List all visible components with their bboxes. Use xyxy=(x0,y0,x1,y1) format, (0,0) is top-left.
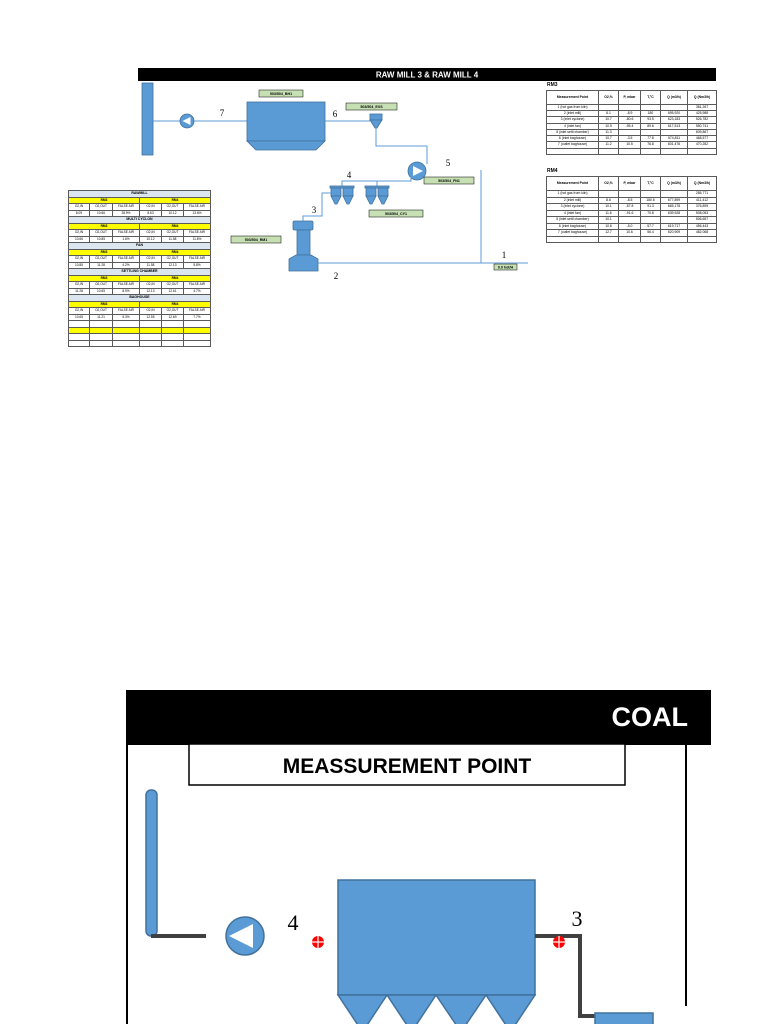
column-header: P, mbar xyxy=(619,91,641,105)
value-cell: 10.7 xyxy=(599,136,619,142)
column-header: FALSE AIR xyxy=(113,204,140,211)
mill-label-right: RM4 xyxy=(140,301,211,308)
cyclone-body xyxy=(378,188,388,196)
column-header: O2,IN xyxy=(140,256,162,263)
value-cell: 526,782 xyxy=(688,117,717,123)
column-header: O2,OUT xyxy=(90,230,113,237)
empty-cell xyxy=(688,236,717,242)
value-cell: 12.13 xyxy=(140,288,162,295)
tag-text: 503/504_CY1 xyxy=(385,211,407,216)
coal-baghouse-hopper xyxy=(436,995,486,1024)
duct-settling-fan xyxy=(376,128,427,164)
value-cell: 5.3% xyxy=(113,314,140,321)
section-title: FAN xyxy=(69,243,211,250)
value-cell: 456,443 xyxy=(688,223,717,229)
column-header: FALSE AIR xyxy=(184,256,211,263)
value-cell: 619,717 xyxy=(661,223,688,229)
value-cell: 620,909 xyxy=(661,230,688,236)
table-header-row xyxy=(547,177,717,191)
empty-cell xyxy=(547,148,599,154)
value-cell: 11.6 xyxy=(599,210,619,216)
mill-label-left: RM3 xyxy=(69,249,140,256)
duct-mill-cyclones xyxy=(303,193,331,221)
column-header: Q (Nm3/h) xyxy=(688,91,717,105)
value-cell: 70.8 xyxy=(641,210,661,216)
tag-text: 0.0 hot/H xyxy=(497,265,514,270)
mill-body xyxy=(297,230,310,255)
cyclone-body xyxy=(366,188,376,196)
baghouse-hopper xyxy=(247,141,325,150)
column-header: T,°C xyxy=(641,91,661,105)
value-cell: 11.2 xyxy=(599,142,619,148)
empty-cell xyxy=(599,148,619,154)
coal-baghouse-body xyxy=(338,880,535,995)
value-cell: 8.1 xyxy=(599,111,619,117)
cyclone-cone xyxy=(331,196,341,204)
cyclone-body xyxy=(331,188,341,196)
value-cell: 665,178 xyxy=(661,204,688,210)
column-header: FALSE AIR xyxy=(113,230,140,237)
value-cell: 285,771 xyxy=(688,191,717,197)
value-cell: 91.3 xyxy=(641,204,661,210)
mill-label-left: RM3 xyxy=(69,197,140,204)
mill-label-right: RM4 xyxy=(140,275,211,282)
value-cell: 12.61 xyxy=(162,288,184,295)
page-title: RAW MILL 3 & RAW MILL 4 xyxy=(375,70,479,80)
settling-chamber-body xyxy=(370,114,382,120)
mill-base xyxy=(289,255,318,271)
value-cell: 10.66 xyxy=(90,210,113,217)
tag-fan xyxy=(424,177,474,184)
value-cell: -80.6 xyxy=(619,117,641,123)
point-label-1: 1 xyxy=(501,250,507,260)
value-cell: 13.6% xyxy=(184,210,211,217)
cyclone-cone xyxy=(343,196,353,204)
column-header: O2,OUT xyxy=(162,204,184,211)
value-cell: 695,920 xyxy=(661,111,688,117)
value-cell: 89.6 xyxy=(641,123,661,129)
point-label-3: 3 xyxy=(311,205,317,215)
cyclone-group-left xyxy=(330,186,354,204)
value-cell: 11.3 xyxy=(599,129,619,135)
column-header: O2,OUT xyxy=(162,256,184,263)
column-header: O2,IN xyxy=(69,282,90,289)
measurement-point-cell: 7 (outlet baghouse) xyxy=(547,230,599,236)
column-header: Q (Nm3/h) xyxy=(688,177,717,191)
value-cell: 12.69 xyxy=(162,314,184,321)
value-cell: 10.6 xyxy=(599,223,619,229)
table-row-empty xyxy=(69,340,211,347)
tag-text: 503/504_EXS xyxy=(360,104,383,109)
value-cell: 10.85 xyxy=(90,236,113,243)
value-cell: 57.7 xyxy=(641,223,661,229)
table-row-empty xyxy=(547,236,717,242)
column-header: O2,OUT xyxy=(90,308,113,315)
value-cell: 506,657 xyxy=(688,217,717,223)
value-cell: 10.9 xyxy=(599,123,619,129)
point-label-5: 5 xyxy=(445,158,451,168)
coal-stack-icon xyxy=(146,790,157,936)
measurement-point-cell: 1 (hot gas from kiln) xyxy=(547,191,599,197)
coal-title: COAL xyxy=(611,702,688,732)
point-label-6: 6 xyxy=(332,109,338,119)
column-header: O2,IN xyxy=(140,282,162,289)
coal-baghouse-hopper xyxy=(387,995,436,1024)
column-header: O2,IN xyxy=(69,204,90,211)
measurement-point-cell: 2 (inlet mill) xyxy=(547,111,599,117)
empty-cell xyxy=(547,236,599,242)
stack-icon xyxy=(142,83,153,155)
mill-label-left: RM3 xyxy=(69,275,140,282)
tag-text: 503/504_BH1 xyxy=(269,91,293,96)
value-cell: 10.7 xyxy=(599,117,619,123)
section-title: SETTLING CHAMBER xyxy=(69,269,211,276)
tag-text: 503/504_FN1 xyxy=(438,178,460,183)
value-cell: -8.9 xyxy=(619,111,641,117)
coal-fan-icon xyxy=(226,917,264,955)
measurement-point-cell: 3 (inlet cyclone) xyxy=(547,117,599,123)
column-header: O2,IN xyxy=(69,308,90,315)
empty-cell xyxy=(162,340,184,347)
value-cell: 10.5 xyxy=(619,142,641,148)
mill-label-left: RM3 xyxy=(69,223,140,230)
value-cell: 11.28 xyxy=(90,262,113,269)
point-label-4: 4 xyxy=(346,170,352,180)
coal-duct-baghouse-out xyxy=(535,936,597,1016)
coal-point-label-3: 3 xyxy=(571,906,583,931)
value-cell: 10.6 xyxy=(619,230,641,236)
value-cell: 381,267 xyxy=(688,104,717,110)
value-cell: 4.7% xyxy=(184,288,211,295)
value-cell: 508,053 xyxy=(688,210,717,216)
value-cell: 8.09 xyxy=(69,210,90,217)
cyclone-group-right xyxy=(365,186,389,204)
point-label-2: 2 xyxy=(333,271,339,281)
column-header: O2,IN xyxy=(69,256,90,263)
measurement-point-cell: 2 (inlet mill) xyxy=(547,197,599,203)
value-cell: -5.0 xyxy=(619,223,641,229)
value-cell: 550,741 xyxy=(688,123,717,129)
tag-cyclone xyxy=(369,210,423,217)
value-cell: -95.4 xyxy=(619,123,641,129)
value-cell: 617,513 xyxy=(661,123,688,129)
value-cell: 677,899 xyxy=(661,197,688,203)
section-title: RAWMILL xyxy=(69,191,211,198)
empty-cell xyxy=(90,340,113,347)
value-cell: 56.4 xyxy=(641,230,661,236)
value-cell: 93.5 xyxy=(641,117,661,123)
empty-cell xyxy=(619,236,641,242)
table-row-empty xyxy=(547,148,717,154)
empty-cell xyxy=(184,340,211,347)
empty-cell xyxy=(619,148,641,154)
column-header: Measurement Point xyxy=(547,91,599,105)
measurement-point-cell: 5 (inlet settl chamber) xyxy=(547,217,599,223)
settling-chamber-cone xyxy=(370,120,382,128)
empty-cell xyxy=(688,148,717,154)
value-cell: 10.85 xyxy=(69,262,90,269)
empty-cell xyxy=(641,148,661,154)
value-cell: 11.58 xyxy=(162,236,184,243)
column-header: FALSE AIR xyxy=(113,256,140,263)
value-cell: 8.9% xyxy=(113,288,140,295)
mill-separator xyxy=(293,221,313,230)
column-header: FALSE AIR xyxy=(184,308,211,315)
value-cell: 11.58 xyxy=(140,262,162,269)
measurement-marker-icon xyxy=(312,936,324,948)
exhaust-fan-icon xyxy=(180,114,194,128)
column-header: O2,OUT xyxy=(90,204,113,211)
tag-text: 503/504_RM1 xyxy=(244,237,268,242)
value-cell: 11.21 xyxy=(90,314,113,321)
value-cell: 10.1 xyxy=(599,217,619,223)
measurement-point-cell: 6 (inlet baghouse) xyxy=(547,136,599,142)
rm3-table-label: RM3 xyxy=(547,82,558,88)
column-header: FALSE AIR xyxy=(113,282,140,289)
column-header: FALSE AIR xyxy=(113,308,140,315)
rm4-table-label: RM4 xyxy=(547,168,558,174)
value-cell: -57.8 xyxy=(619,204,641,210)
mill-label-right: RM4 xyxy=(140,249,211,256)
value-cell: 574,811 xyxy=(661,136,688,142)
column-header: O2,OUT xyxy=(90,282,113,289)
measurement-point-cell: 1 (hot gas from kiln) xyxy=(547,104,599,110)
column-header: Q (m3/h) xyxy=(661,177,688,191)
value-cell: 11.28 xyxy=(69,288,90,295)
column-header: O2,OUT xyxy=(162,308,184,315)
value-cell: 639,928 xyxy=(661,210,688,216)
value-cell: 10.65 xyxy=(69,314,90,321)
coal-baghouse-hopper xyxy=(486,995,535,1024)
value-cell: 10.66 xyxy=(69,236,90,243)
column-header: O2,OUT xyxy=(162,230,184,237)
measurement-point-cell: 4 (inlet fan) xyxy=(547,210,599,216)
column-header: Q (m3/h) xyxy=(661,91,688,105)
column-header: Measurement Point xyxy=(547,177,599,191)
empty-cell xyxy=(661,148,688,154)
mill-label-left: RM3 xyxy=(69,301,140,308)
column-header: FALSE AIR xyxy=(184,282,211,289)
measurement-point-cell: 5 (inlet settl chamber) xyxy=(547,129,599,135)
value-cell: 376,899 xyxy=(688,204,717,210)
empty-cell xyxy=(599,236,619,242)
column-header: FALSE AIR xyxy=(184,204,211,211)
tag-settling-chamber xyxy=(346,103,397,110)
column-header: O2,% xyxy=(599,177,619,191)
empty-cell xyxy=(140,340,162,347)
measurement-point-cell: 3 (inlet cyclone) xyxy=(547,204,599,210)
tag-mill xyxy=(231,236,281,243)
empty-cell xyxy=(641,236,661,242)
value-cell: 8.63 xyxy=(140,210,162,217)
value-cell: 8.6 xyxy=(599,197,619,203)
raw-mill-icon xyxy=(289,221,318,271)
section-title: MULTI CYCLON xyxy=(69,217,211,224)
cyclone-body xyxy=(343,188,353,196)
coal-mill-top xyxy=(595,1013,653,1024)
value-cell: -91.6 xyxy=(619,210,641,216)
mill-label-right: RM4 xyxy=(140,197,211,204)
empty-cell xyxy=(661,236,688,242)
section-title: BAGHOUSE xyxy=(69,295,211,302)
value-cell: 470,282 xyxy=(688,142,717,148)
settling-chamber-icon xyxy=(370,114,382,128)
value-cell: 12.13 xyxy=(162,262,184,269)
point-label-7: 7 xyxy=(219,108,225,118)
value-cell: 482,068 xyxy=(688,230,717,236)
value-cell: 425,988 xyxy=(688,111,717,117)
table-header-row xyxy=(547,91,717,105)
value-cell: 411,412 xyxy=(688,197,717,203)
mill-label-right: RM4 xyxy=(140,223,211,230)
value-cell: 77.8 xyxy=(641,136,661,142)
column-header: O2,OUT xyxy=(90,256,113,263)
value-cell: 609,867 xyxy=(688,129,717,135)
measurement-point-title: MEASSUREMENT POINT xyxy=(282,755,532,778)
empty-cell xyxy=(69,340,90,347)
measurement-point-cell: 6 (inlet baghouse) xyxy=(547,223,599,229)
measurement-marker-icon xyxy=(553,936,565,948)
value-cell: 28.9% xyxy=(113,210,140,217)
column-header: T,°C xyxy=(641,177,661,191)
value-cell: 10.12 xyxy=(140,236,162,243)
value-cell: -8.5 xyxy=(619,197,641,203)
measurement-point-cell: 4 (inlet fan) xyxy=(547,123,599,129)
value-cell: 11.6% xyxy=(184,236,211,243)
value-cell: 76.8 xyxy=(641,142,661,148)
column-header: FALSE AIR xyxy=(184,230,211,237)
empty-cell xyxy=(113,340,140,347)
false-air-table xyxy=(68,190,211,347)
measurement-point-cell: 7 (outlet baghouse) xyxy=(547,142,599,148)
value-cell: 5.8% xyxy=(184,262,211,269)
value-cell: 1.6% xyxy=(113,236,140,243)
cyclone-cone xyxy=(366,196,376,204)
column-header: O2,% xyxy=(599,91,619,105)
rm4-measurement-table xyxy=(546,176,717,243)
baghouse-body xyxy=(247,102,325,141)
column-header: O2,IN xyxy=(140,308,162,315)
value-cell: -3.5 xyxy=(619,136,641,142)
coal-point-label-4: 4 xyxy=(287,910,299,935)
column-header: O2,IN xyxy=(140,230,162,237)
value-cell: 623,183 xyxy=(661,117,688,123)
cyclone-cone xyxy=(378,196,388,204)
value-cell: 10.65 xyxy=(90,288,113,295)
value-cell: 4.2% xyxy=(113,262,140,269)
column-header: P, mbar xyxy=(619,177,641,191)
value-cell: 468,577 xyxy=(688,136,717,142)
tag-hot-gas xyxy=(494,264,517,270)
value-cell: 12.7 xyxy=(599,230,619,236)
rm3-measurement-table xyxy=(546,90,717,155)
value-cell: 10.12 xyxy=(162,210,184,217)
value-cell: 180.6 xyxy=(641,197,661,203)
value-cell: 7.7% xyxy=(184,314,211,321)
value-cell: 601,476 xyxy=(661,142,688,148)
value-cell: 12.55 xyxy=(140,314,162,321)
value-cell: 10.1 xyxy=(599,204,619,210)
column-header: O2,IN xyxy=(69,230,90,237)
column-header: O2,IN xyxy=(140,204,162,211)
value-cell: 180 xyxy=(641,111,661,117)
tag-baghouse xyxy=(259,90,303,97)
coal-baghouse-hopper xyxy=(338,995,387,1024)
column-header: O2,OUT xyxy=(162,282,184,289)
